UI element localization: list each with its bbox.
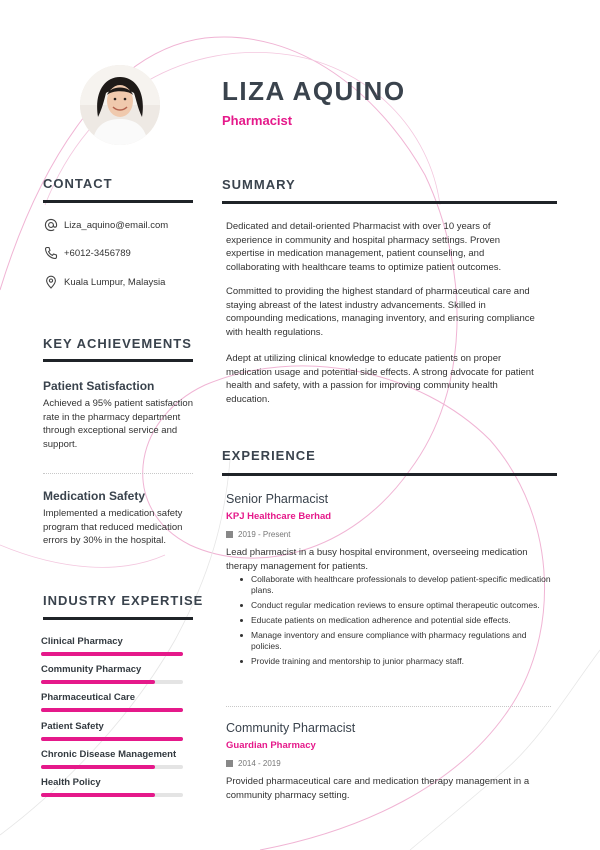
position-title: Senior Pharmacist <box>226 492 329 506</box>
summary-divider <box>222 201 557 204</box>
avatar <box>80 65 160 145</box>
achievements-heading: KEY ACHIEVEMENTS <box>43 336 192 351</box>
skill-label: Patient Safety <box>41 721 104 732</box>
list-item: Educate patients on medication adherence and potential side effects. <box>240 615 558 626</box>
contact-phone[interactable] <box>44 245 131 261</box>
date-range: 2019 - Present <box>238 530 291 539</box>
candidate-name: LIZA AQUINO <box>222 76 406 106</box>
achievement-separator <box>43 473 193 474</box>
skill-label: Health Policy <box>41 777 101 788</box>
skill-item <box>41 692 183 712</box>
skill-bar-fill <box>41 737 183 741</box>
employment-dates <box>226 530 290 539</box>
skill-item <box>41 721 183 741</box>
position-description: Provided pharmaceutical care and medication therapy management in a community pharmacy setting. <box>226 776 530 801</box>
skill-bar-track <box>41 793 183 797</box>
achievement-text: Implemented a medication safety program that reduced medication errors by 30% in the hospital. <box>43 508 183 546</box>
calendar-icon <box>226 531 233 538</box>
skill-bar-track <box>41 680 183 684</box>
experience-heading: EXPERIENCE <box>222 448 316 463</box>
achievement-text: Achieved a 95% patient satisfaction rate in the pharmacy department through exceptional service and support. <box>43 398 193 450</box>
achievement-title: Medication Safety <box>43 489 146 503</box>
summary-paragraph: Committed to providing the highest standard of pharmaceutical care and staying abreast of the latest industry advancements. Skilled in compounding medications, managing inventory, and ensuring compliance with health regulations. <box>226 286 535 338</box>
summary-paragraph: Adept at utilizing clinical knowledge to educate patients on proper medication usage and potential side effects. A strong advocate for patient health and safety, with a passion for improving community health education. <box>226 353 534 405</box>
location-pin-icon <box>44 275 58 289</box>
skill-bar-fill <box>41 765 155 769</box>
experience-separator <box>226 706 551 707</box>
contact-email[interactable] <box>44 217 168 233</box>
position-title: Community Pharmacist <box>226 721 356 735</box>
skill-bar-track <box>41 708 183 712</box>
skill-item <box>41 749 183 769</box>
company-name: KPJ Healthcare Berhad <box>226 511 332 522</box>
at-sign-icon <box>44 218 58 232</box>
list-item: Conduct regular medication reviews to ensure optimal therapeutic outcomes. <box>240 600 558 611</box>
skill-item <box>41 664 183 684</box>
contact-location <box>44 274 165 290</box>
skill-label: Chronic Disease Management <box>41 749 177 760</box>
skill-bar-track <box>41 765 183 769</box>
list-item: Collaborate with healthcare professionals to develop patient-specific medication plans. <box>240 574 558 596</box>
company-name: Guardian Pharmacy <box>226 740 316 751</box>
summary-heading: SUMMARY <box>222 177 296 192</box>
skill-bar-fill <box>41 680 155 684</box>
location-text: Kuala Lumpur, Malaysia <box>64 276 166 288</box>
expertise-heading: INDUSTRY EXPERTISE <box>43 593 204 608</box>
list-item: Provide training and mentorship to junior pharmacy staff. <box>240 656 558 667</box>
employment-dates <box>226 759 281 768</box>
date-range: 2014 - 2019 <box>238 759 281 768</box>
experience-divider <box>222 473 557 476</box>
skill-bar-track <box>41 737 183 741</box>
skill-label: Pharmaceutical Care <box>41 692 135 703</box>
summary-paragraph: Dedicated and detail-oriented Pharmacist with over 10 years of experience in community and hospital pharmacy settings. Proven expertise in medication management, patient counseling, and collaborating with healthcare teams to optimize patient outcomes. <box>226 221 502 273</box>
calendar-icon <box>226 760 233 767</box>
contact-heading: CONTACT <box>43 176 113 191</box>
skill-item <box>41 777 183 797</box>
skill-bar-fill <box>41 708 183 712</box>
skill-label: Clinical Pharmacy <box>41 636 123 647</box>
email-text: Liza_aquino@email.com <box>64 219 169 231</box>
position-description: Lead pharmacist in a busy hospital environment, overseeing medication therapy management for patients. <box>226 547 528 572</box>
responsibility-list <box>240 574 558 671</box>
phone-icon <box>44 246 58 260</box>
job-title: Pharmacist <box>222 113 293 128</box>
skill-bar-fill <box>41 652 183 656</box>
skill-bar-fill <box>41 793 155 797</box>
skill-label: Community Pharmacy <box>41 664 142 675</box>
achievement-title: Patient Satisfaction <box>43 379 155 393</box>
achievements-divider <box>43 359 193 362</box>
profile-photo <box>80 65 160 145</box>
list-item: Manage inventory and ensure compliance with pharmacy regulations and policies. <box>240 630 558 652</box>
phone-text: +6012-3456789 <box>64 247 131 259</box>
skill-bar-track <box>41 652 183 656</box>
expertise-divider <box>43 617 193 620</box>
contact-divider <box>43 200 193 203</box>
skill-item <box>41 636 183 656</box>
